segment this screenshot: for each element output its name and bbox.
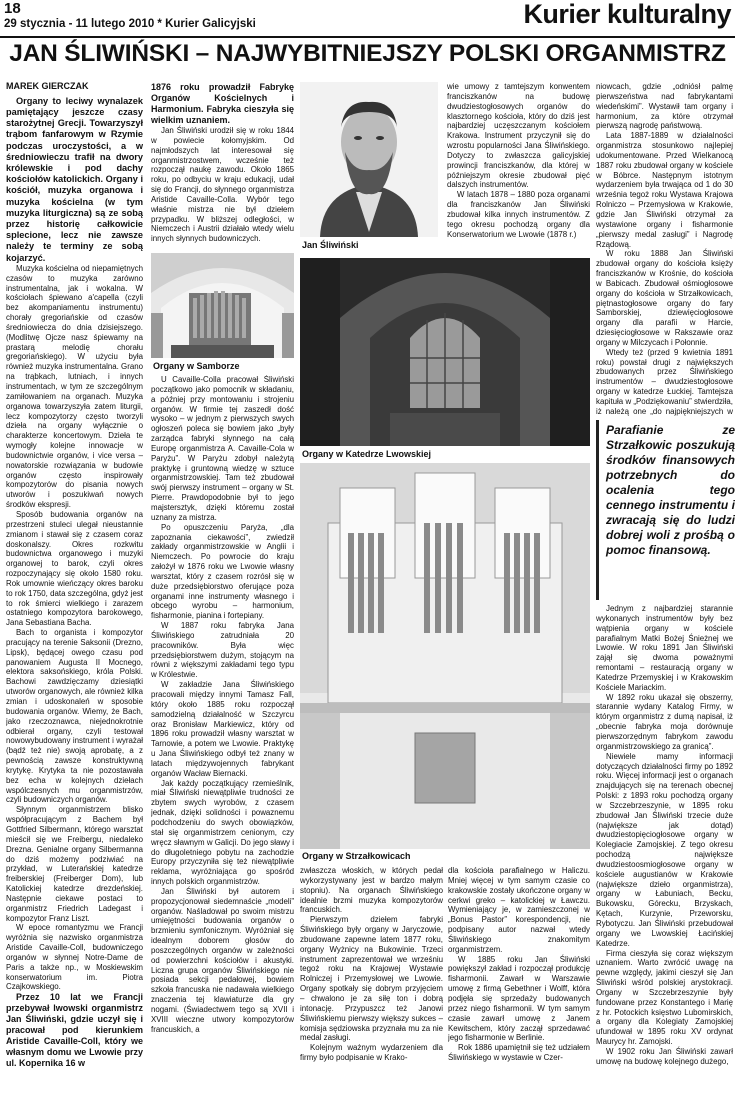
column-2-bottom xyxy=(151,375,294,1107)
column-2-top xyxy=(151,82,294,252)
body-paragraph: W roku 1888 Jan Śliwiński zbudował organy do kościoła księży franciszkanów w Krośnie, do kościoła w Babicach. Zbudował ośmiogłosowe organy do kościoła w Strzałkowicach, piętnastogłosowe organy do fary Samborskiej, dziewięciogłosowe organy dla parafii w Harcie, dziesięciogłosowe w Rakszawie oraz organy w Milczycach i Połonnie. xyxy=(596,249,733,347)
column-1 xyxy=(6,82,143,1107)
body-paragraph: Jan Śliwiński był autorem i propozycjonował siedemnaście „modeli” organów. Naśladował po swoim mistrzu umiejętności budowania organów o brzmieniu symfonicznym. Wyróżniał się idealnym doborem głosów do poszczególnych organów w zależności od powierzchni kościołów i akustyki. Liczna grupa organów Śliwińskiego nie posiada sekcji pedałowej, bowiem szkoła francuska nie nadawała wielkiego znaczenia tej klawiaturze dla gry nogami. (Świadectwem tego są XVII i XVIII wieczne utwory kompozytorów francuskich, a xyxy=(151,886,294,1034)
issue-date-line: 29 stycznia - 11 lutego 2010 * Kurier Galicyjski xyxy=(4,18,256,30)
body-paragraph: Kolejnym ważnym wydarzeniem dla firmy było podpisanie w Krako- xyxy=(300,1043,443,1063)
lead-paragraph: Organy to leciwy wynalazek pamiętający jeszcze czasy starożytnej Grecji. Towarzyszył trąbom fanfarowym w Rzymie podczas uroczystości, a w średniowieczu trafił na dwory królewskie i pod dachy kościołów katolickich. Organy i kościół, muzyka organowa i muzyka kościelna (w tym muzyka liturgiczna) są ze sobą przez historię całkowicie splecione, lecz nie zawsze należy te terminy ze sobą kojarzyć. xyxy=(6,95,143,263)
photo-organ-strzalkowice xyxy=(300,463,590,849)
body-paragraph: dla kościoła parafialnego w Haliczu. Mniej więcej w tym samym czasie co krakowskie zostały ukończone organy w cerkwi greko – katolickiej w Ławczu. Wymieniający je, w zamieszczonej w „Bonus Pastor” korespondencji, nie podpisany autor nazwał wtedy Śliwińskiego znakomitym organmistrzem. xyxy=(448,866,590,954)
body-paragraph: Sposób budowania organów na przestrzeni stuleci ulegał nieustannie zmianom i stawał się z czasem coraz doskonalszy. Okres rozkwitu budownictwa organowego i muzyki organowej to barok, czyli okres rozpoczynający się około 1580 roku. Rok umownie wieńczący okres baroku to rok 1750, data szczególna, gdyż jest to rok śmierci wielkiego i zarazem ostatniego kompozytora barokowego, Jana Sebastiana Bacha. xyxy=(6,509,143,628)
bold-paragraph: Przez 10 lat we Francji przebywał lwowski organmistrz Jan Śliwiński, gdzie uczył się i pracował pod kierunkiem Aristide Cavaille-Coll, który we własnym domu we Lwowie przy ul. Kopernika 16 w xyxy=(6,992,143,1069)
body-paragraph: zwłaszcza włoskich, w których pedał wykorzystywany jest w bardzo małym stopniu). Na organach Śliwińskiego idealnie brzmi muzyka kompozytorów francuskich. xyxy=(300,866,443,915)
body-paragraph: Muzyka kościelna od niepamiętnych czasów to muzyka zarówno instrumentalna, jak i wokalna. W kościołach śpiewano a'capella (czyli bez akompaniamentu instrumentu) chorały gregoriańskie od czasów średniowiecza do dnia dzisiejszego. (Modlitwę Ojcze nasz śpiewamy na prastarą melodię chorału gregoriańskiego). W użyciu była również muzyka instrumentalna. Grano na trąbkach, lutniach, i innych instrumentach, w tym ze szczególnym zamiłowaniem na organach. Muzyka organowa towarzyszyła zatem liturgii, lecz kompozytorzy często tworzyli dzieła na organy wyłącznie o charakterze koncertowym. Dzieła te wymogły kolejne innowacje w budownictwie organów, i vice versa – nowatorskie rozwiązania w budowie organów często inspirowały kompozytorów do pisania nowych utworów i poszukiwań nowych środków ekspresji. xyxy=(6,263,143,510)
bold-paragraph: 1876 roku prowadził Fabrykę Organów Kościelnych i Harmonium. Fabryka cieszyła się wielkim uznaniem. xyxy=(151,82,294,125)
body-paragraph: Słynnym organmistrzem blisko współpracującym z Bachem był Gottfried Silbermann, którego warsztat mieścił się we Freibergu, niedaleko Drezna. Genialne organy Silbermanna do dziś możemy podziwiać na przykład, w Luterańskiej katedrze freiberskiej (Freiberger Dom), lub Katolickiej katedrze drezdeńskiej. Następnie ciekawe postaci to organmistrz Friedrich Ladegast i kompozytor Franz Liszt. xyxy=(6,805,143,923)
column-4-bottom xyxy=(448,866,590,1107)
body-paragraph: Lata 1887-1889 w działalności organmistrza stosunkowo najlepiej udokumentowane. Przed Wielkanocą 1887 roku zbudował organy w kościele w Bóbrce. Następnym istotnym wydarzeniem była trwająca od 1 do 30 września tegoż roku Wystawa Krajowa Rolniczo – Przemysłowa w Krakowie, gdzie Jan Śliwiński otrzymał za wystawione organy i fisharmonie „pierwszy medal zasługi” i Nagrodę Rządową. xyxy=(596,131,733,249)
body-paragraph: W latach 1878 – 1880 poza organami dla franciszkanów Jan Śliwiński zbudował kilka innych instrumentów. Z tego okresu pochodzą organy dla Konserwatorium we Lwowie (1878 r.) xyxy=(447,190,590,239)
page-number: 18 xyxy=(4,0,21,17)
column-5-top xyxy=(596,82,733,418)
body-paragraph: U Cavaille-Colla pracował Śliwiński początkowo jako pomocnik w składaniu, a później przy montowaniu i strojeniu organów. W firmie tej zaszedł dość wysoko – w jednym z pierwszych swych ogłoszeń poleca się bowiem jako „były zarządca fabryki słynnego na całą Europę organmistrza A. Cavaille-Cola w Paryżu”. W Paryżu zdobył należytą praktykę i gruntowną wiedzę w sztuce organmistrzowskiej. Tam też zbudował swój pierwszy instrument – organy w St. Pierre. Prawdopodobnie był to jego majstersztyk, dzięki któremu został uznany za mistrza. xyxy=(151,375,294,522)
body-paragraph: Bach to organista i kompozytor pracujący na terenie Saksonii (Drezno, Lipsk), będącej owego czasu pod panowaniem Augusta II Mocnego, elektora saksońskiego, króla Polski. Bachowi zawdzięczamy dziesiątki utworów organowych, ale również kilka zmian i udoskonaleń w sposobie budowania organów. Wiemy, że Bach, jako rzeczoznawca, niejednokrotnie odbierał organy, czyli testował nowowybudowany instrument i wyrażał (bądź też nie) swoją aprobatę, a z pewnością zawsze konstruktywną krytykę. Krytyka ta nie pozostawała bez echa w kolejnych dziełach wspólczesnych mu organmistrzów, czyli budowniczych organów. xyxy=(6,628,143,805)
caption-portrait: Jan Śliwiński xyxy=(302,240,359,250)
body-paragraph: Wtedy też (przed 9 kwietnia 1891 roku) powstał drugi z największych zbudowanych przez Śliwińskiego instrumentów – dwudziestogłosowe organy w katedrze Łuckiej. Tamtejsza kapituła w „Podziękowaniu” stwierdziła, iż należą one „do najpiękniejszych w xyxy=(596,347,733,416)
caption-sambor: Organy w Samborze xyxy=(153,361,240,371)
body-paragraph: Pierwszym dziełem fabryki Śliwińskiego były organy w Jaryczowie, zbudowane zapewne latem 1877 roku, organy Wyżnicy na Bukowinie. Trzeci instrument zaprezentował we wrześniu tegoż roku na Krajowej Wystawie Rolniczej i Przemysłowej we Lwowie. Organy spotkały się dobrym przyjęciem – chwalono je za siłę ton i dobrą intonację. Przypuszcz też Janowi Śliwińskiemu pierwszy większy sukces – komisja sędziowska przyznała mu za nie medal zasługi. xyxy=(300,915,443,1043)
photo-organ-lwow-cathedral xyxy=(300,258,590,446)
header-rule xyxy=(0,36,735,38)
photo-organ-sambor xyxy=(151,253,294,358)
body-paragraph: W zakładzie Jana Śliwińskiego pracowali między innymi Tamasz Fall, który około 1885 roku rozpoczął samodzielną działalność w Szczyrcu oraz Bronisław Markiewicz, który od 1896 roku prowadził własny warsztat w Tarnowie, a potem we Lwowie. Praktykę u Jana Śliwińskiego odbył też znany w latach międzywojennych fabrykant organów Wacław Biernacki. xyxy=(151,680,294,778)
body-paragraph: Jan Śliwiński urodził się w roku 1844 w powiecie kołomyjskim. Od najmłodszych lat interesował się organmistrzostwem, wcześnie też rozpoczął naukę zawodu. Około 1865 roku, po odbyciu w kraju edukacji, udał się do Francji, do słynnego organmistrza Aristide Cavaille-Colla. Wybór tego właśnie mistrza nie był dziełem przypadku. W bliższej odległości, w Niemczech i Austrii działało wtedy wielu innych słynnych budowniczych. xyxy=(151,126,294,244)
body-paragraph: W 1902 roku Jan Śliwiński zawarł umowę na budowę kolejnego dużego, xyxy=(596,1046,733,1066)
pull-quote-appeal: Parafianie ze Strzałkowic poszukują środków finansowych potrzebnych do ocalenia tego cennego instrumentu i zwracają się do ludzi dobrej woli z prośbą o pomoc finansową. xyxy=(596,420,735,600)
body-paragraph: Firma cieszyła się coraz większym uznaniem. Warto zwrócić uwagę na pewne względy, jakimi cieszył się Jan Śliwiński wśród polskiej arystokracji. Organy w Szczebrzeszynie były fundowane przez Konstantego i Marię z hr. Potockich księstwo Lubomirskich, a organy dla Kolegiaty Zamojskiej ufundował w 1895 roku XV ordynat Maurycy hr. Zamojski. xyxy=(596,948,733,1047)
author-byline: MAREK GIERCZAK xyxy=(6,82,89,91)
column-3-bottom xyxy=(300,866,443,1107)
body-paragraph: W 1892 roku ukazał się obszerny, starannie wydany Katalog Firmy, w którym organmistrz z dumą napisał, iż „obecnie fabryka moja dorównuje pierwszorzędnym fabrykom zawodu organmistrzowskiego za granicą”. xyxy=(596,692,733,751)
body-paragraph: wie umowy z tamtejszym konwentem franciszkanów na budowę dwudziestogłosowych organów do klasztornego kościoła, który do dziś jest najbardziej uczęszczanym kościołem Krakowa. Instrument przyczynił się do wzrostu popularności Jana Śliwińskiego. Dotyczy to zwłaszcza galicyjskiej prowincji franciszkanów, dla której w późniejszym okresie zbudował pięć dalszych instrumentów. xyxy=(447,82,590,190)
caption-strzalkowice: Organy w Strzałkowicach xyxy=(302,851,411,861)
section-title: Kurier kulturalny xyxy=(523,0,731,29)
page-header xyxy=(0,0,735,36)
body-paragraph: Jednym z najbardziej starannie wykonanych instrumentów były bez wątpienia organy w kościele parafialnym Matki Bożej Śnieżnej we Lwowie. W roku 1891 Jan Śliwiński zajął się dwoma poważnymi remontami – restauracją organy w Katedrze Przemyskiej i w Krakowskim Kościele Mariackim. xyxy=(596,604,733,692)
body-paragraph: Niewiele mamy informacji dotyczących działalności firmy po 1892 roku. Więcej informacji jest o organach znajdujących się na terenach obecnej Polski: z 1893 roku pochodzą organy w Szczebrzeszynie, w 1895 roku zbudował Jan Śliwiński trzecie duże (największe jak dotąd) dwudziestopięciogłosowe organy w Kolegiacie Zamojskiej. Z tego okresu pochodzą największe dwudziestoosmiogłosowe organy w kościele augustianów w Krakowie (największe dzieło organmistrza), organy w Łabuniach, Becku, Bukowsku, Górecku, Brzyskach, Kętach, Kurzynie, Przeworsku, Rybotyczu. Jan Śliwiński przebudował organy we Lwowskiej Łacińskiej Katedrze. xyxy=(596,751,733,948)
body-paragraph: Rok 1886 upamiętnił się też udziałem Śliwińskiego w wystawie w Czer- xyxy=(448,1043,590,1063)
body-paragraph: niowcach, gdzie „odniósł palmę pierwszeństwa nad fabrykantami wiedeńskimi”. Wystawił tam organy i harmonium, za które otrzymał pierwszą nagrodę państwową. xyxy=(596,82,733,131)
body-paragraph: W 1885 roku Jan Śliwiński powiększył zakład i rozpoczął produkcję fisharmonii. Zawarł w Warszawie umowę z firmą Gebethner i Wolff, która podjęła się sprzedaży budowanych przez niego fisharmonii. W tym samym czasie zawarł umowę z Janem Kewitschem, który zaczął sprzedawać jego fisharmonie w Berlinie. xyxy=(448,954,590,1043)
column-3-top xyxy=(447,82,590,254)
body-paragraph: W 1887 roku fabryka Jana Śliwińskiego zatrudniała 20 pracowników. Była więc przedsiębiorstwem dużym, stojącym na równi z większymi zakładami tego typu w Królestwie. xyxy=(151,621,294,680)
caption-lwow: Organy w Katedrze Lwowskiej xyxy=(302,449,432,459)
column-5-bottom xyxy=(596,604,733,1107)
article-headline: JAN ŚLIWIŃSKI – NAJWYBITNIEJSZY POLSKI ORGANMISTRZ xyxy=(9,40,726,67)
body-paragraph: W epoce romantyzmu we Francji wyróżnia się nazwisko organmistrza Aristide Cavaille-Coll, budowniczego organów w słynnej Notre-Dame de Paris a także np., w Moskiewskim konserwatorium im. Piotra Czajkowskiego. xyxy=(6,923,143,992)
portrait-jan-sliwinski xyxy=(300,82,438,237)
body-paragraph: Jak każdy początkujący rzemieślnik, miał Śliwiński niewątpliwie trudności ze zbytem swych wyrobów, z czasem jednak, dzięki solidności i powaznemu podchodzeniu do swych obowiązków, stał się organmistrzem cenionym, czy wręcz sławnym w Galicji. Do jego sławy i do długoletniego pobytu na zachodzie Europy przyczyniła się też niewątpliwie reklama, wyróżniająca go spośród innych polskich organmistrzów. xyxy=(151,778,294,887)
body-paragraph: Po opuszczeniu Paryża, „dla zapoznania ciekawości”, zwiedził zakłady organmistrzowskie w Anglii i Niemczech. Po powrocie do kraju założył w 1876 roku we Lwowie własny warsztat, który z czasem rozrósł się w duże przedsiębiorstwo oferujące poza organami inne instrumenty własnego i obcego wyrobu – harmonium, fisharmonie, pianina i fortepiany. xyxy=(151,522,294,621)
